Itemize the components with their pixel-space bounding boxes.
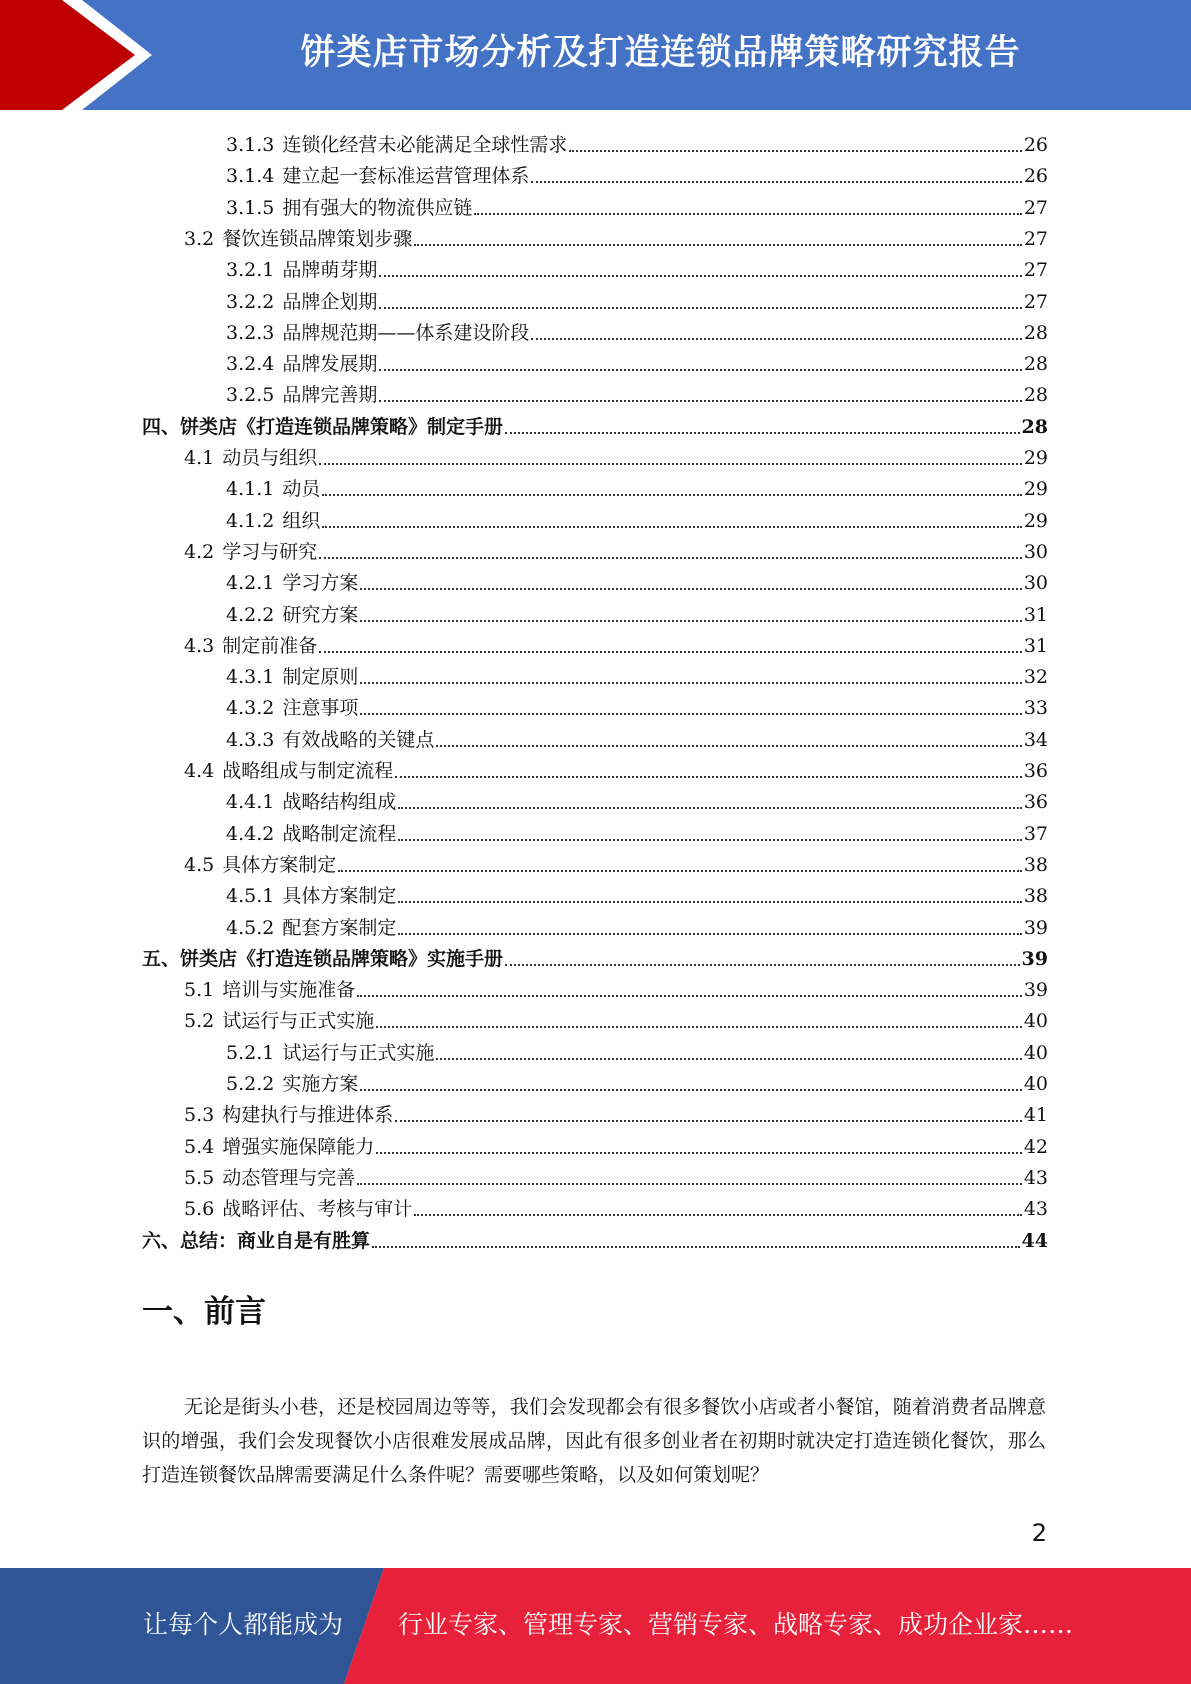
toc-entry-number: 4.3.2: [226, 697, 275, 719]
page-number: 2: [1031, 1519, 1047, 1547]
toc-entry[interactable]: [142, 408, 1048, 439]
toc-entry-page: 39: [1023, 979, 1048, 1001]
toc-entry-number: 4.5.1: [226, 885, 275, 907]
toc-entry-page: 30: [1023, 572, 1048, 594]
toc-entry-title: 战略结构组成: [282, 791, 397, 813]
toc-entry-number: 4.4.2: [226, 823, 275, 845]
toc-entry[interactable]: [226, 1065, 1048, 1096]
toc-entry-page: 40: [1023, 1073, 1048, 1095]
toc-entry-number: 4.5.2: [226, 917, 275, 939]
toc-dot-leader: [319, 557, 1022, 559]
toc-entry-number: 4.2: [184, 541, 215, 563]
toc-entry-title: 构建执行与推进体系: [222, 1104, 394, 1126]
toc-entry-title: 餐饮连锁品牌策划步骤: [222, 228, 413, 250]
toc-entry-title: 制定前准备: [222, 635, 318, 657]
toc-entry-page: 43: [1023, 1198, 1048, 1220]
toc-entry-page: 31: [1023, 604, 1048, 626]
toc-entry-title: 学习方案: [282, 572, 359, 594]
toc-dot-leader: [398, 807, 1021, 809]
toc-entry[interactable]: [184, 627, 1048, 658]
toc-entry-title: 制定原则: [282, 666, 359, 688]
toc-entry-page: 43: [1023, 1167, 1048, 1189]
toc-entry[interactable]: [184, 1096, 1048, 1127]
toc-entry[interactable]: [142, 1222, 1048, 1253]
toc-entry-number: 3.2: [184, 228, 215, 250]
toc-entry-title: 注意事项: [282, 697, 359, 719]
toc-dot-leader: [322, 494, 1021, 496]
toc-entry-number: 4.2.2: [226, 604, 275, 626]
toc-entry[interactable]: [226, 877, 1048, 908]
toc-entry-page: 37: [1023, 823, 1048, 845]
toc-entry-title: 配套方案制定: [282, 917, 397, 939]
toc-dot-leader: [338, 870, 1022, 872]
toc-entry-page: 28: [1021, 416, 1048, 438]
toc-entry[interactable]: [226, 783, 1048, 814]
toc-entry[interactable]: [226, 596, 1048, 627]
toc-entry-title: 组织: [282, 510, 321, 532]
toc-entry[interactable]: [226, 658, 1048, 689]
toc-entry-number: 4.5: [184, 854, 215, 876]
body-paragraph: 无论是街头小巷，还是校园周边等等，我们会发现都会有很多餐饮小店或者小餐馆，随着消费者品牌意识的增强，我们会发现餐饮小店很难发展成品牌，因此有很多创业者在初期时就决定打造连锁化餐饮，那么打造连锁餐饮品牌需要满足什么条件呢？需要哪些策略，以及如何策划呢？: [142, 1396, 1046, 1486]
toc-entry-page: 27: [1023, 259, 1048, 281]
toc-entry-page: 27: [1023, 197, 1048, 219]
toc-entry-number: 4.1: [184, 447, 215, 469]
toc-entry-number: 3.1.5: [226, 197, 275, 219]
toc-entry-number: 5.3: [184, 1104, 215, 1126]
toc-entry[interactable]: [184, 439, 1048, 470]
toc-entry-page: 29: [1023, 510, 1048, 532]
toc-dot-leader: [436, 1058, 1021, 1060]
toc-entry-page: 40: [1023, 1010, 1048, 1032]
toc-entry[interactable]: [226, 502, 1048, 533]
toc-dot-leader: [398, 839, 1021, 841]
toc-dot-leader: [414, 244, 1022, 246]
toc-entry-page: 44: [1021, 1230, 1048, 1252]
toc-dot-leader: [531, 181, 1021, 183]
toc-entry-title: 连锁化经营未必能满足全球性需求: [282, 134, 568, 156]
toc-entry-title: 动态管理与完善: [222, 1167, 356, 1189]
toc-dot-leader: [474, 213, 1021, 215]
toc-entry[interactable]: [226, 564, 1048, 595]
toc-entry-page: 34: [1023, 729, 1048, 751]
toc-entry-number: 3.2.4: [226, 353, 275, 375]
toc-entry-title: 具体方案制定: [282, 885, 397, 907]
toc-entry-page: 28: [1023, 353, 1048, 375]
toc-entry-page: 40: [1023, 1042, 1048, 1064]
toc-dot-leader: [319, 651, 1022, 653]
toc-entry-number: 4.4: [184, 760, 215, 782]
toc-entry[interactable]: [184, 846, 1048, 877]
toc-entry-title: 品牌企划期: [282, 291, 378, 313]
section-heading: 一、前言: [142, 1294, 266, 1330]
page-footer: [0, 1568, 1191, 1684]
toc-dot-leader: [505, 964, 1020, 966]
toc-dot-leader: [379, 400, 1021, 402]
toc-entry-number: 4.3.1: [226, 666, 275, 688]
toc-entry-title: 品牌发展期: [282, 353, 378, 375]
toc-entry[interactable]: [226, 283, 1048, 314]
toc-entry[interactable]: [184, 752, 1048, 783]
toc-dot-leader: [319, 463, 1022, 465]
toc-entry-title: 培训与实施准备: [222, 979, 356, 1001]
toc-entry-number: 4.3: [184, 635, 215, 657]
toc-dot-leader: [360, 588, 1021, 590]
toc-dot-leader: [372, 1246, 1020, 1248]
toc-entry-title: 学习与研究: [222, 541, 318, 563]
toc-entry[interactable]: [184, 533, 1048, 564]
toc-entry-page: 29: [1023, 478, 1048, 500]
toc-dot-leader: [379, 369, 1021, 371]
toc-entry[interactable]: [184, 971, 1048, 1002]
toc-entry-number: 4.1.2: [226, 510, 275, 532]
toc-dot-leader: [395, 776, 1022, 778]
toc-entry-page: 29: [1023, 447, 1048, 469]
toc-entry[interactable]: [226, 1034, 1048, 1065]
toc-entry-number: 3.2.3: [226, 322, 275, 344]
toc-dot-leader: [531, 338, 1021, 340]
toc-entry-page: 39: [1023, 917, 1048, 939]
toc-dot-leader: [569, 150, 1021, 152]
toc-dot-leader: [398, 933, 1021, 935]
toc-entry-number: 3.2.1: [226, 259, 275, 281]
footer-slogan-right: 行业专家、管理专家、营销专家、战略专家、成功企业家……: [398, 1610, 1074, 1639]
toc-entry[interactable]: [226, 815, 1048, 846]
toc-entry-number: 3.2.2: [226, 291, 275, 313]
toc-entry-title: 拥有强大的物流供应链: [282, 197, 473, 219]
toc-entry-number: 4.1.1: [226, 478, 275, 500]
toc-entry-number: 5.6: [184, 1198, 215, 1220]
toc-entry-number: 3.1.4: [226, 165, 275, 187]
toc-entry-title: 品牌完善期: [282, 384, 378, 406]
toc-entry-number: 5.1: [184, 979, 215, 1001]
toc-dot-leader: [360, 713, 1021, 715]
toc-entry-page: 42: [1023, 1136, 1048, 1158]
toc-entry-title: 品牌规范期——体系建设阶段: [282, 322, 530, 344]
toc-entry-page: 26: [1023, 134, 1048, 156]
toc-entry-page: 41: [1023, 1104, 1048, 1126]
header-red-chevron: [0, 0, 135, 110]
toc-entry-number: 5.2: [184, 1010, 215, 1032]
toc-entry[interactable]: [226, 909, 1048, 940]
toc-entry-title: 有效战略的关键点: [282, 729, 435, 751]
toc-entry-title: 试运行与正式实施: [282, 1042, 435, 1064]
toc-entry-page: 33: [1023, 697, 1048, 719]
toc-entry[interactable]: [226, 689, 1048, 720]
toc-entry-number: 4.4.1: [226, 791, 275, 813]
toc-entry[interactable]: [226, 157, 1048, 188]
toc-entry-page: 27: [1023, 291, 1048, 313]
toc-dot-leader: [360, 682, 1021, 684]
toc-entry[interactable]: [184, 1128, 1048, 1159]
toc-entry-title: 试运行与正式实施: [222, 1010, 375, 1032]
toc-entry-page: 31: [1023, 635, 1048, 657]
toc-entry-title: 战略评估、考核与审计: [222, 1198, 413, 1220]
toc-entry-number: 3.1.3: [226, 134, 275, 156]
toc-entry-number: 4.2.1: [226, 572, 275, 594]
toc-entry-title: 研究方案: [282, 604, 359, 626]
toc-dot-leader: [414, 1214, 1022, 1216]
toc-entry-title: 建立起一套标准运营管理体系: [282, 165, 530, 187]
page-header: [0, 0, 1191, 110]
toc-entry-title: 实施方案: [282, 1073, 359, 1095]
toc-dot-leader: [395, 1120, 1022, 1122]
toc-entry-title: 四、饼类店《打造连锁品牌策略》制定手册: [142, 416, 504, 438]
toc-entry-page: 30: [1023, 541, 1048, 563]
toc-entry-title: 增强实施保障能力: [222, 1136, 375, 1158]
toc-entry[interactable]: [184, 1002, 1048, 1033]
toc-entry[interactable]: [226, 189, 1048, 220]
toc-entry-title: 动员与组织: [222, 447, 318, 469]
toc-dot-leader: [436, 745, 1021, 747]
toc-dot-leader: [398, 901, 1021, 903]
toc-entry-title: 战略组成与制定流程: [222, 760, 394, 782]
toc-entry[interactable]: [226, 126, 1048, 157]
toc-entry-number: 3.2.5: [226, 384, 275, 406]
toc-entry-number: 5.5: [184, 1167, 215, 1189]
toc-entry-page: 38: [1023, 854, 1048, 876]
toc-entry-number: 5.2.1: [226, 1042, 275, 1064]
toc-entry-page: 36: [1023, 760, 1048, 782]
toc-entry-title: 五、饼类店《打造连锁品牌策略》实施手册: [142, 948, 504, 970]
toc-entry-title: 六、总结：商业自是有胜算: [142, 1230, 371, 1252]
toc-entry-page: 39: [1021, 948, 1048, 970]
toc-entry-page: 28: [1023, 384, 1048, 406]
toc-entry-title: 动员: [282, 478, 321, 500]
toc-dot-leader: [322, 526, 1021, 528]
toc-entry[interactable]: [226, 721, 1048, 752]
document-title: 饼类店市场分析及打造连锁品牌策略研究报告: [300, 33, 1021, 73]
toc-entry-page: 27: [1023, 228, 1048, 250]
toc-entry-title: 品牌萌芽期: [282, 259, 378, 281]
toc-dot-leader: [379, 275, 1021, 277]
toc-entry[interactable]: [184, 220, 1048, 251]
toc-dot-leader: [376, 1152, 1022, 1154]
toc-dot-leader: [357, 1183, 1022, 1185]
toc-dot-leader: [379, 307, 1021, 309]
toc-entry-page: 26: [1023, 165, 1048, 187]
toc-entry-page: 32: [1023, 666, 1048, 688]
toc-entry[interactable]: [226, 251, 1048, 282]
toc-dot-leader: [360, 620, 1021, 622]
toc-entry[interactable]: [226, 345, 1048, 376]
footer-slogan-left: 让每个人都能成为: [143, 1610, 344, 1639]
toc-entry[interactable]: [184, 1190, 1048, 1221]
toc-entry-page: 28: [1023, 322, 1048, 344]
toc-entry-number: 5.4: [184, 1136, 215, 1158]
toc-entry-number: 5.2.2: [226, 1073, 275, 1095]
toc-dot-leader: [357, 995, 1022, 997]
toc-entry-page: 38: [1023, 885, 1048, 907]
toc-entry-page: 36: [1023, 791, 1048, 813]
toc-entry[interactable]: [226, 470, 1048, 501]
toc-dot-leader: [360, 1089, 1021, 1091]
toc-dot-leader: [376, 1026, 1022, 1028]
toc-entry-title: 战略制定流程: [282, 823, 397, 845]
toc-entry-title: 具体方案制定: [222, 854, 337, 876]
toc-entry[interactable]: [142, 940, 1048, 971]
toc-dot-leader: [505, 432, 1020, 434]
toc-entry[interactable]: [184, 1159, 1048, 1190]
toc-entry[interactable]: [226, 314, 1048, 345]
toc-entry-number: 4.3.3: [226, 729, 275, 751]
toc-entry[interactable]: [226, 376, 1048, 407]
